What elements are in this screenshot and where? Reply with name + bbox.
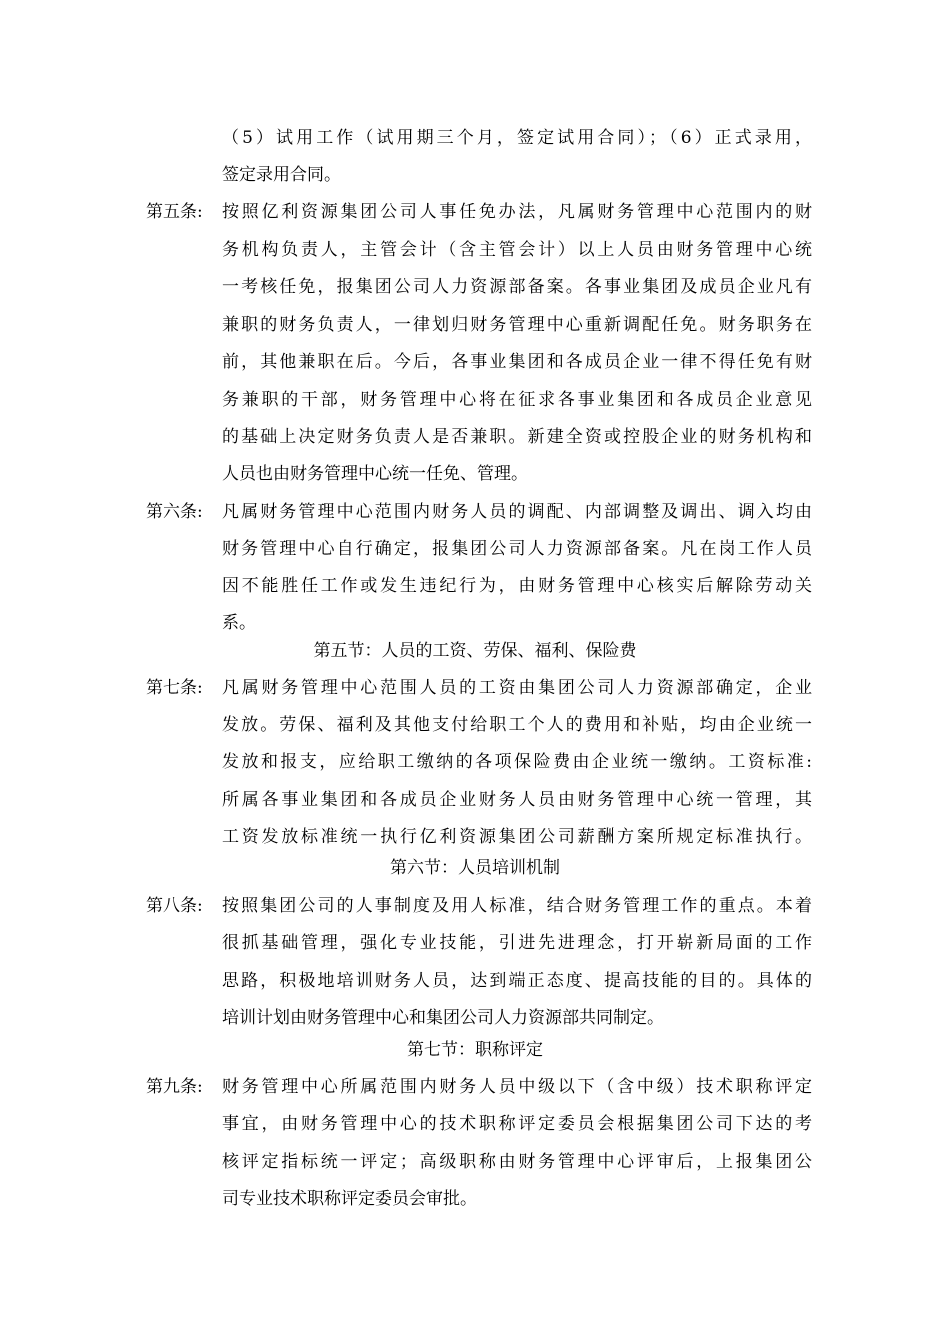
article-6-line: 财务管理中心自行确定，报集团公司人力资源部备案。凡在岗工作人员 [222, 539, 812, 559]
article-6-line: 因不能胜任工作或发生违纪行为，由财务管理中心核实后解除劳动关 [222, 576, 812, 596]
article-8-line: 思路，积极地培训财务人员，达到端正态度、提高技能的目的。具体的 [222, 971, 812, 991]
article-7-line: 所属各事业集团和各成员企业财务人员由财务管理中心统一管理，其 [222, 790, 812, 810]
article-5-line: 一考核任免，报集团公司人力资源部备案。各事业集团及成员企业凡有 [222, 277, 812, 297]
article-8-line: 按照集团公司的人事制度及用人标准，结合财务管理工作的重点。本着 [222, 896, 812, 916]
article-7-line: 发放和报支，应给职工缴纳的各项保险费由企业统一缴纳。工资标准: [222, 752, 812, 772]
section-7-heading: 第七节：职称评定 [407, 1040, 543, 1060]
article-7-label: 第七条: [146, 678, 203, 698]
article-8-line: 培训计划由财务管理中心和集团公司人力资源部共同制定。 [222, 1008, 664, 1028]
article-7-line: 发放。劳保、福利及其他支付给职工个人的费用和补贴，均由企业统一 [222, 715, 812, 735]
article-9-line: 核评定指标统一评定；高级职称由财务管理中心评审后，上报集团公 [222, 1152, 812, 1172]
intro-line: （5）试用工作（试用期三个月，签定试用合同）；（6）正式录用， [222, 128, 812, 148]
article-7-line: 凡属财务管理中心范围人员的工资由集团公司人力资源部确定，企业 [222, 678, 812, 698]
article-5-label: 第五条: [146, 202, 203, 222]
article-6-line: 凡属财务管理中心范围内财务人员的调配、内部调整及调出、调入均由 [222, 502, 812, 522]
article-6-line: 系。 [222, 613, 256, 633]
article-5-line: 务兼职的干部，财务管理中心将在征求各事业集团和各成员企业意见 [222, 390, 812, 410]
article-5-line: 人员也由财务管理中心统一任免、管理。 [222, 464, 528, 484]
article-8-line: 很抓基础管理，强化专业技能，引进先进理念，打开崭新局面的工作 [222, 933, 812, 953]
article-5-line: 前，其他兼职在后。今后，各事业集团和各成员企业一律不得任免有财 [222, 352, 812, 372]
article-9-line: 司专业技术职称评定委员会审批。 [222, 1189, 477, 1209]
article-6-label: 第六条: [146, 502, 203, 522]
article-5-line: 的基础上决定财务负责人是否兼职。新建全资或控股企业的财务机构和 [222, 427, 812, 447]
article-5-line: 兼职的财务负责人，一律划归财务管理中心重新调配任免。财务职务在 [222, 315, 812, 335]
article-8-label: 第八条: [146, 896, 203, 916]
article-5-line: 按照亿利资源集团公司人事任免办法，凡属财务管理中心范围内的财 [222, 202, 812, 222]
article-9-line: 事宜，由财务管理中心的技术职称评定委员会根据集团公司下达的考 [222, 1114, 812, 1134]
article-5-line: 务机构负责人，主管会计（含主管会计）以上人员由财务管理中心统 [222, 240, 812, 260]
article-9-line: 财务管理中心所属范围内财务人员中级以下（含中级）技术职称评定 [222, 1077, 812, 1097]
intro-line: 签定录用合同。 [222, 165, 341, 185]
article-9-label: 第九条: [146, 1077, 203, 1097]
section-5-heading: 第五节：人员的工资、劳保、福利、保险费 [313, 641, 637, 661]
article-7-line: 工资发放标准统一执行亿利资源集团公司薪酬方案所规定标准执行。 [222, 827, 812, 847]
section-6-heading: 第六节：人员培训机制 [390, 858, 560, 878]
